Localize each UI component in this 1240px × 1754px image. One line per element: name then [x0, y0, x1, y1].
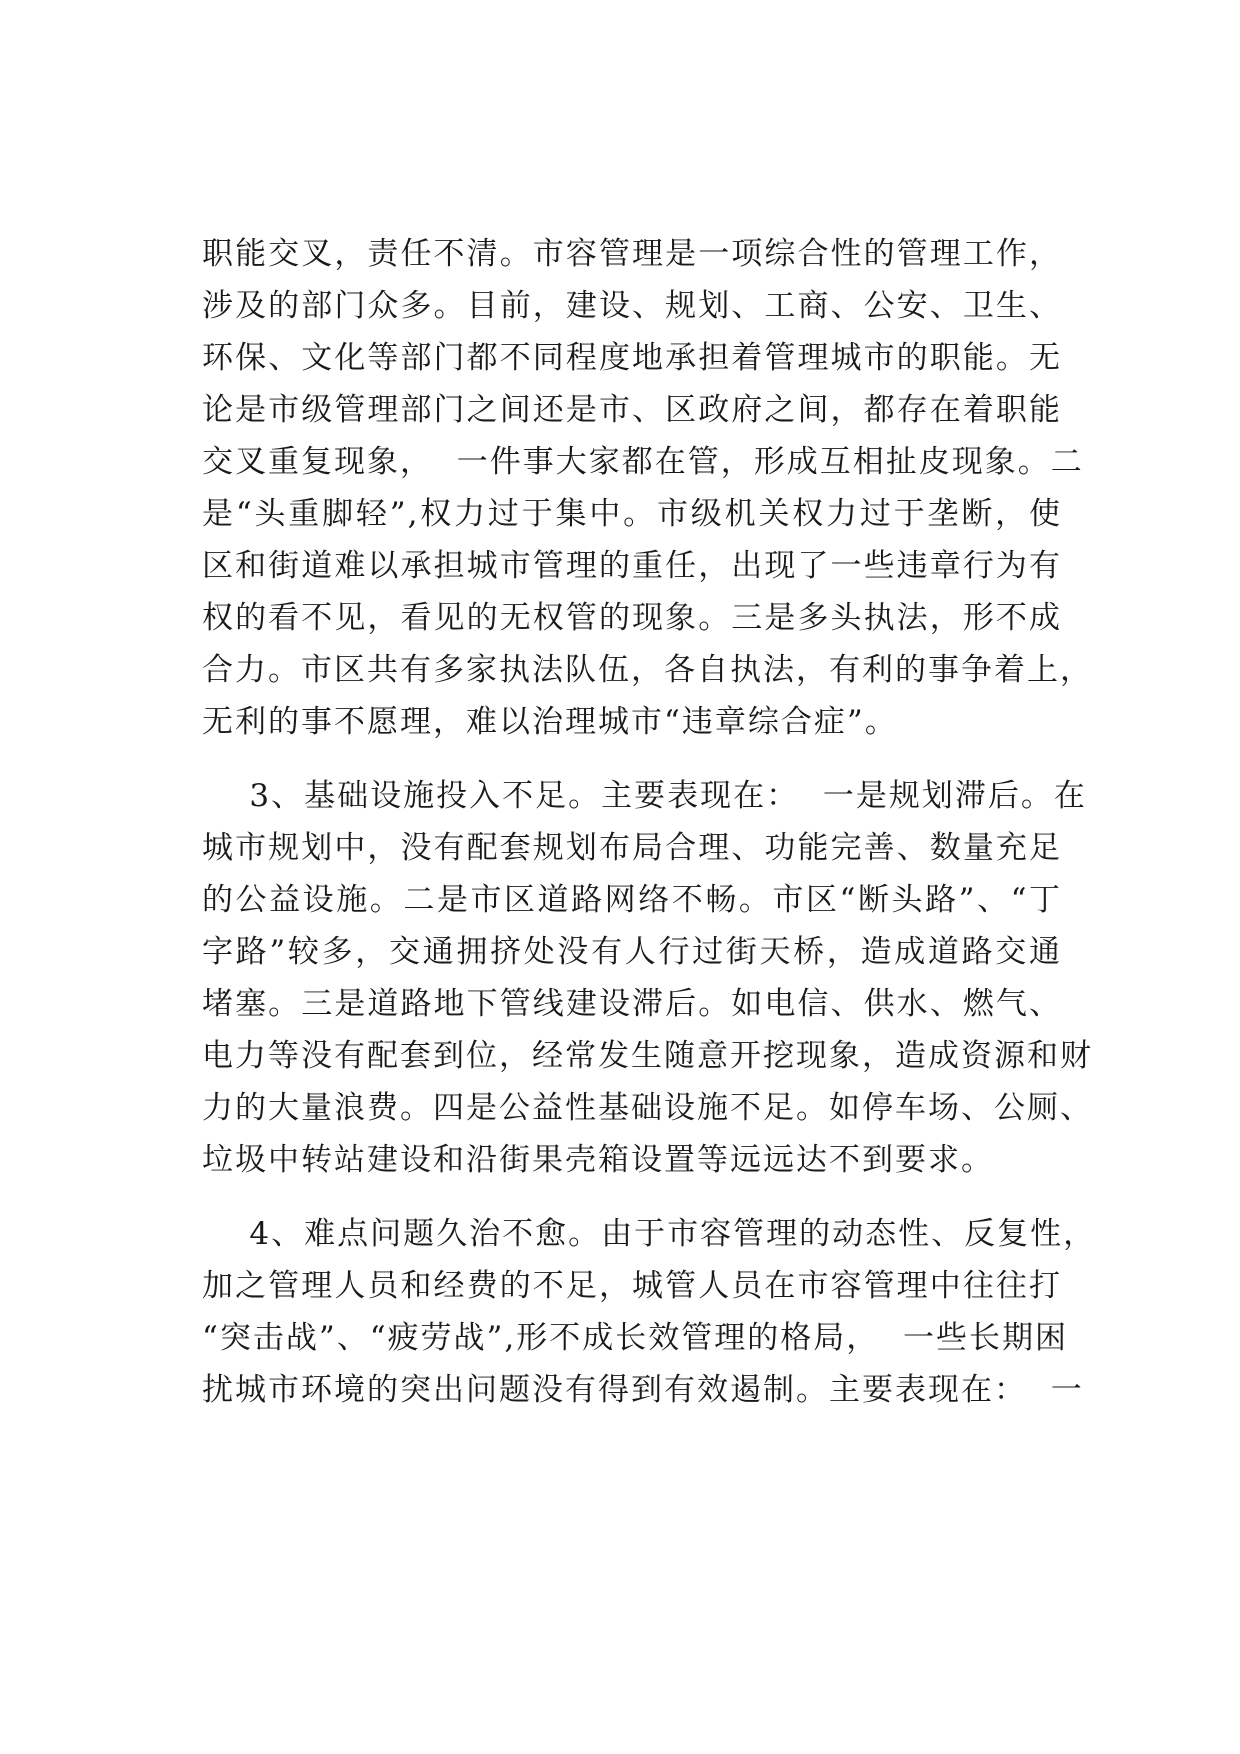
text-line: 涉及的部门众多。目前，建设、规划、工商、公安、卫生、 — [202, 288, 1062, 324]
text-line: 扰城市环境的突出问题没有得到有效遏制。主要表现在： 一 — [202, 1372, 1084, 1408]
text-line: 合力。市区共有多家执法队伍，各自执法，有利的事争着上， — [202, 652, 1093, 688]
paragraph-gap — [202, 1186, 1062, 1208]
text-line: 的公益设施。二是市区道路网络不畅。市区“断头路”、“丁 — [202, 882, 1062, 918]
text-line: 3、基础设施投入不足。主要表现在： 一是规划滞后。在 — [202, 778, 1087, 814]
paragraph-gap — [202, 748, 1062, 770]
text-line: 力的大量浪费。四是公益性基础设施不足。如停车场、公厕、 — [202, 1090, 1093, 1126]
text-line: 4、难点问题久治不愈。由于市容管理的动态性、反复性， — [202, 1216, 1097, 1252]
text-line: 字路”较多，交通拥挤处没有人行过街天桥，造成道路交通 — [202, 934, 1062, 970]
text-line: 环保、文化等部门都不同程度地承担着管理城市的职能。无 — [202, 340, 1062, 376]
text-line: 城市规划中，没有配套规划布局合理、功能完善、数量充足 — [202, 830, 1062, 866]
text-line: 论是市级管理部门之间还是市、区政府之间，都存在着职能 — [202, 392, 1062, 428]
text-line: 加之管理人员和经费的不足，城管人员在市容管理中往往打 — [202, 1268, 1062, 1304]
text-line: 权的看不见，看见的无权管的现象。三是多头执法，形不成 — [202, 600, 1062, 636]
text-line: 区和街道难以承担城市管理的重任，出现了一些违章行为有 — [202, 548, 1062, 584]
text-line: 职能交叉，责任不清。市容管理是一项综合性的管理工作， — [202, 236, 1062, 272]
text-line-last: 垃圾中转站建设和沿街果壳箱设置等远远达不到要求。 — [202, 1142, 994, 1178]
text-line: 是“头重脚轻”,权力过于集中。市级机关权力过于垄断，使 — [202, 496, 1062, 532]
text-line: “突击战”、“疲劳战”,形不成长效管理的格局， 一些长期困 — [202, 1320, 1068, 1356]
paragraph-infrastructure — [202, 770, 1093, 1186]
text-line: 交叉重复现象， 一件事大家都在管，形成互相扯皮现象。二 — [202, 444, 1084, 480]
paragraph-functions-overlap — [202, 228, 1093, 748]
paragraph-difficult-issues — [202, 1208, 1097, 1416]
text-line-last: 无利的事不愿理，难以治理城市“违章综合症”。 — [202, 704, 898, 740]
body-text — [202, 228, 1097, 1416]
text-line: 堵塞。三是道路地下管线建设滞后。如电信、供水、燃气、 — [202, 986, 1062, 1022]
text-line: 电力等没有配套到位，经常发生随意开挖现象，造成资源和财 — [202, 1038, 1093, 1074]
